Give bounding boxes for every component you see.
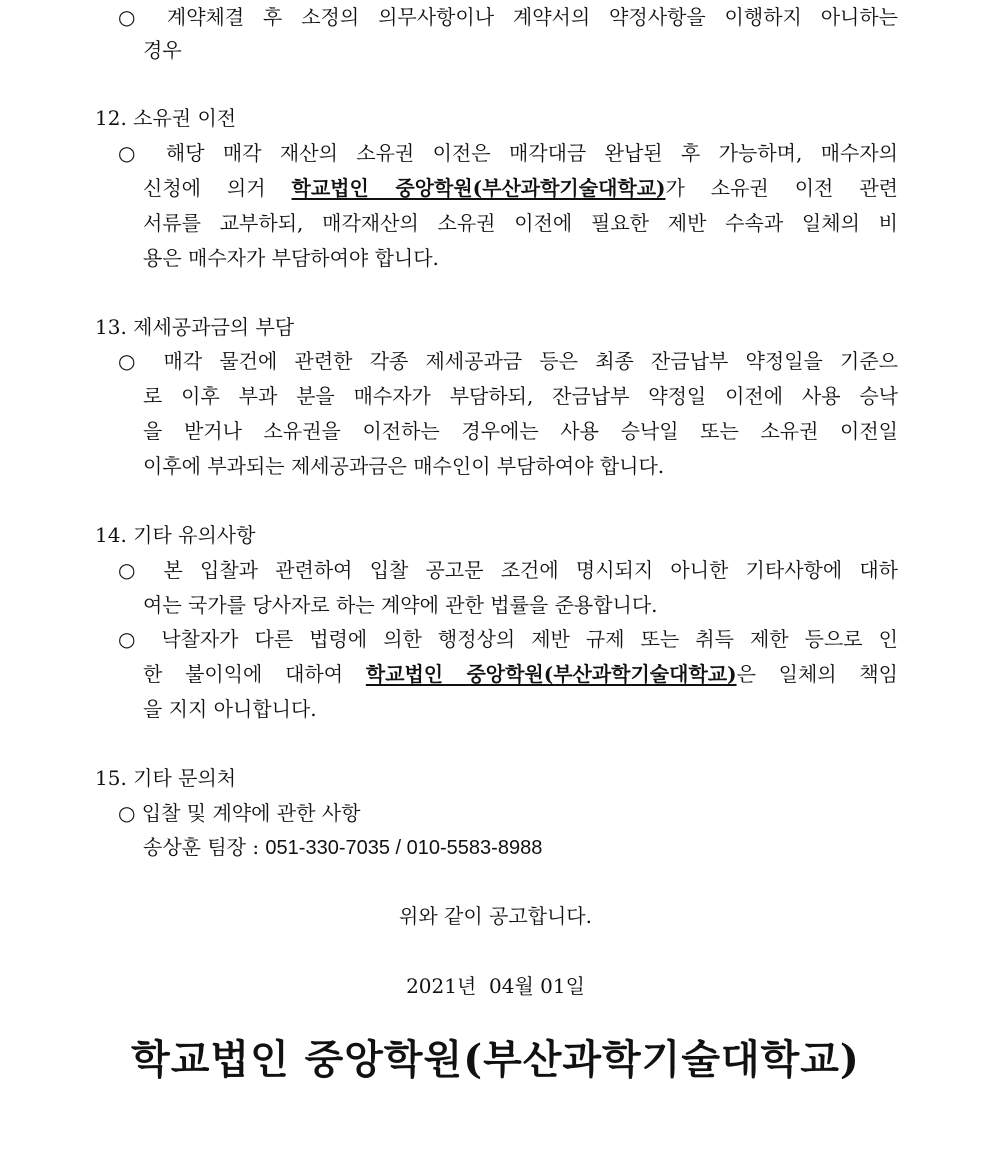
section-14-bullet-1-line-2: 여는 국가를 당사자로 하는 계약에 관한 법률을 준용합니다. — [143, 593, 658, 617]
section-14-line-2-pre: 한 불이익에 대하여 — [143, 662, 366, 686]
section-12-line-3: 서류를 교부하되, 매각재산의 소유권 이전에 필요한 제반 수속과 일체의 비 — [143, 211, 898, 235]
section-12-line-4: 용은 매수자가 부담하여야 합니다. — [143, 246, 439, 270]
section-14-bullet-2-line-1: ○ 낙찰자가 다른 법령에 의한 행정상의 제반 규제 또는 취득 제한 등으로 인 — [118, 627, 898, 651]
closing-statement: 위와 같이 공고합니다. — [399, 904, 592, 928]
org-name-underlined: 학교법인 중앙학원(부산과학기술대학교) — [291, 176, 666, 200]
notice-date: 2021년 04월 01일 — [406, 974, 585, 998]
section-14-heading: 14. 기타 유의사항 — [95, 523, 256, 547]
section-12-heading: 12. 소유권 이전 — [95, 106, 237, 130]
section-13-line-3: 을 받거나 소유권을 이전하는 경우에는 사용 승낙일 또는 소유권 이전일 — [143, 419, 898, 443]
org-name-underlined: 학교법인 중앙학원(부산과학기술대학교) — [365, 662, 737, 686]
contact-line — [143, 830, 542, 865]
section-13-heading: 13. 제세공과금의 부담 — [95, 315, 295, 339]
contact-name: 송상훈 팀장 : — [143, 835, 266, 859]
section-13-line-4: 이후에 부과되는 제세공과금은 매수인이 부담하여야 합니다. — [143, 454, 665, 478]
contact-numbers: 051-330-7035 / 010-5583-8988 — [265, 837, 543, 859]
section-12-line-2-post: 가 소유권 이전 관련 — [665, 176, 898, 200]
section-12-line-2 — [143, 171, 898, 205]
section-12-line-1: ○ 해당 매각 재산의 소유권 이전은 매각대금 완납된 후 가능하며, 매수자의 — [118, 141, 898, 165]
section-13-line-1: ○ 매각 물건에 관련한 각종 제세공과금 등은 최종 잔금납부 약정일을 기준으 — [118, 349, 898, 373]
intro-cont-line: 경우 — [143, 38, 182, 62]
organization-signature: 학교법인 중앙학원(부산과학기술대학교) — [131, 1036, 860, 1083]
section-14-bullet-2-line-3: 을 지지 아니합니다. — [143, 697, 317, 721]
section-14-bullet-2-line-2 — [143, 657, 898, 691]
section-15-heading: 15. 기타 문의처 — [95, 766, 237, 790]
intro-bullet-line: ○ 계약체결 후 소정의 의무사항이나 계약서의 약정사항을 이행하지 아니하는 — [118, 5, 898, 29]
section-15-line-1: ○ 입찰 및 계약에 관한 사항 — [118, 801, 361, 825]
section-12-line-2-pre: 신청에 의거 — [143, 176, 292, 200]
section-14-line-2-post: 은 일체의 책임 — [736, 662, 898, 686]
section-14-bullet-1-line-1: ○ 본 입찰과 관련하여 입찰 공고문 조건에 명시되지 아니한 기타사항에 대하 — [118, 558, 898, 582]
section-13-line-2: 로 이후 부과 분을 매수자가 부담하되, 잔금납부 약정일 이전에 사용 승낙 — [143, 384, 898, 408]
